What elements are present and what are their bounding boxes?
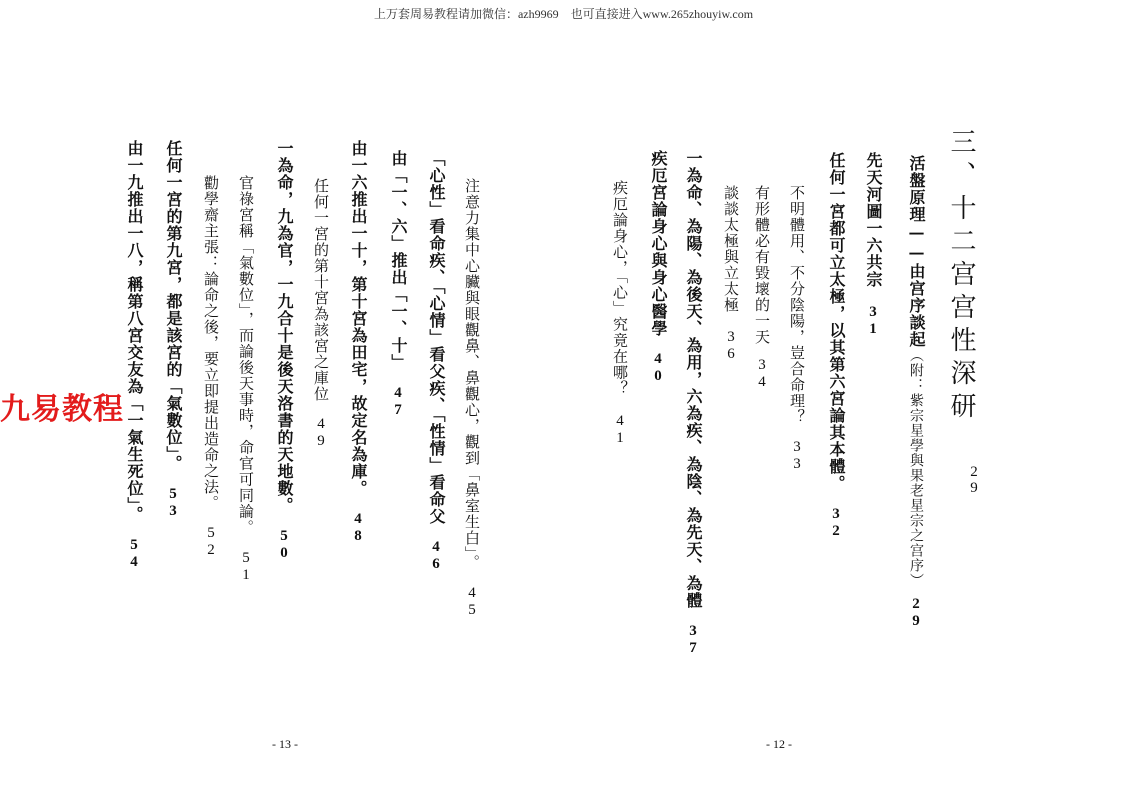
toc-entry: 一為命、為陽、為後天、為用，六為疾、為陰、為先天、為體37 [684,150,703,657]
toc-entry: 疾厄宮論身心與身心醫學40 [649,150,668,385]
toc-entry: 先天河圖一六共宗31 [864,152,883,338]
toc-entry: 任何一宮都可立太極，以其第六宮論其本體。32 [827,152,846,540]
toc-entry: 由一六推出一十，第十宮為田宅，故定名為庫。48 [349,140,368,545]
toc-entry: 「心性」看命疾、「心情」看父疾、「性情」看命父46 [427,150,446,573]
toc-entry: 任何一宮的第九宮，都是該宮的「氣數位」。53 [164,140,183,520]
page-number: - 13 - [272,737,298,751]
toc-entry: 由一九推出一八，稱第八宮交友為「一氣生死位」。54 [125,140,144,571]
toc-subentry: 注意力集中心臟與眼觀鼻、鼻觀心，觀到「鼻室生白」。45 [463,178,481,619]
page-number: - 12 - [766,737,792,751]
toc-subentry: 有形體必有毀壞的一天34 [753,185,771,391]
chapter-title: 三、十二宫宫性深研 [946,128,976,425]
toc-entry: 由「一、六」推出「一、十」47 [389,150,408,419]
toc-subentry: 任何一宮的第十宮為該宮之庫位49 [312,178,330,450]
toc-subentry: 不明體用、不分陰陽，豈合命理？33 [788,185,806,473]
toc-entry: 一為命，九為官，一九合十是後天洛書的天地數。50 [275,140,294,562]
top-banner: 上万套周易教程请加微信：azh9969 也可直接进入www.265zhouyiw.com [373,7,754,21]
toc-entry: 活盤原理——由宫序談起（附：紫宗星學與果老星宗之宫序）29 [907,155,926,630]
toc-subentry: 勸學齋主張：論命之後，要立即提出造命之法。52 [202,175,220,559]
toc-subentry: 疾厄論身心，「心」究竟在哪？41 [611,180,629,447]
toc-subentry: 談談太極與立太極36 [722,185,740,363]
chapter-page-num: 29 [966,464,982,496]
watermark-logo: 九易教程 [0,392,124,427]
right-page [563,0,1127,800]
toc-subentry: 官祿宮稱「氣數位」，而論後天事時，命官可同論。51 [237,175,255,584]
